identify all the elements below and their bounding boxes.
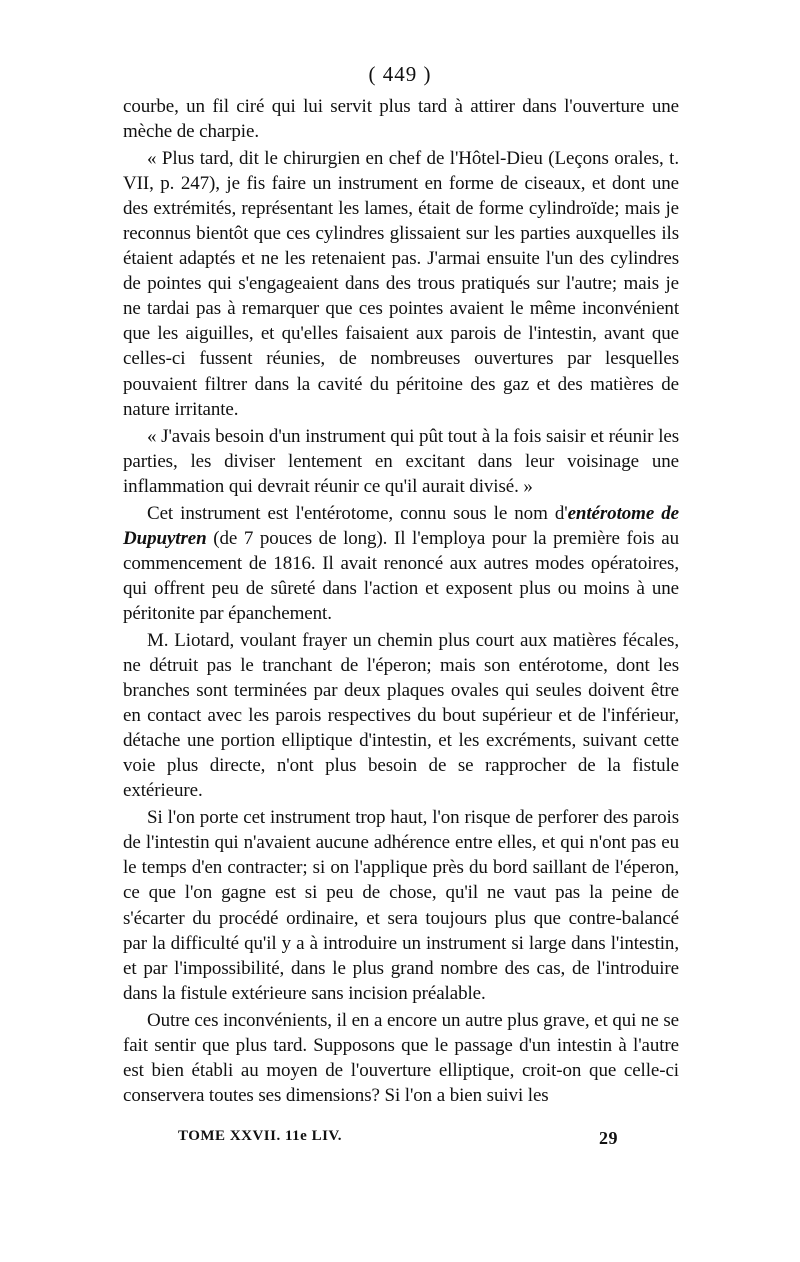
paragraph: Si l'on porte cet instrument trop haut, l'on risque de perforer des parois de l'intestin qui n'avaient aucune adhérence entre elles, et qui n'ont pas eu le temps d'en contracter; si on l'applique près du bord saillant de l'éperon, ce que l'on gagne est si peu de chose, qu'il ne vaut pas la peine de s'écarter du procédé ordinaire, et sera toujours plus que contre-balancé par la difficulté qu'il y a à introduire un instrument si large dans l'intestin, et par l'impossibilité, dans le plus grand nombre des cas, de l'introduire dans la fistule extérieure sans incision préalable.	[123, 807, 679, 1004]
paragraph: « J'avais besoin d'un instrument qui pût tout à la fois saisir et réunir les parties, les diviser lentement en excitant dans leur voisinage une inflammation qui devrait réunir ce qu'il aurait divisé. »	[123, 425, 679, 497]
text-run: Cet instrument est l'entérotome, connu sous le nom d'	[147, 502, 568, 524]
signature-number: 29	[599, 1128, 618, 1148]
paragraph: Outre ces inconvénients, il en a encore un autre plus grave, et qui ne se fait sentir que plus tard. Supposons que le passage d'un intestin à l'autre est bien établi au moyen de l'ouverture elliptique, croit-on que celle-ci conservera toutes ses dimensions? Si l'on a bien suivi les	[123, 1009, 679, 1106]
paragraph	[123, 501, 679, 626]
paragraph: M. Liotard, voulant frayer un chemin plus court aux matières fécales, ne détruit pas le tranchant de l'éperon; mais son entérotome, dont les branches sont terminées par deux plaques ovales qui seules doivent être en contact avec les parois respectives du bout supérieur et de l'inférieur, détache une portion elliptique d'intestin, et les excréments, suivant cette voie plus directe, n'ont plus besoin de se rapprocher de la fistule extérieure.	[123, 629, 679, 802]
page-footer	[178, 1128, 618, 1148]
page-number: ( 449 )	[368, 62, 432, 86]
instrument-name-emphasis: entérotome de Dupuytren	[123, 502, 680, 549]
volume-signature: TOME XXVII. 11e LIV.	[178, 1128, 343, 1144]
paragraph: courbe, un fil ciré qui lui servit plus tard à attirer dans l'ouverture une mèche de charpie.	[123, 96, 679, 143]
paragraph: « Plus tard, dit le chirurgien en chef de l'Hôtel-Dieu (Leçons orales, t. VII, p. 247), je fis faire un instrument en forme de ciseaux, et dont une des extrémités, représentant les lames, était de forme cylindroïde; mais je reconnus bientôt que ces cylindres glissaient sur les parties auxquelles ils étaient adaptés et ne les retenaient pas. J'armai ensuite l'un des cylindres de pointes qui s'engageaient dans des trous pratiqués sur l'autre; mais je ne tardai pas à remarquer que ces pointes avaient le même inconvénient que les aiguilles, et qu'elles faisaient aux parois de l'intestin, avant que celles-ci fussent réunies, de nombreuses ouvertures par lesquelles pouvaient filtrer dans la cavité du péritoine des gaz et des matières de nature irritante.	[123, 148, 679, 420]
body-text	[123, 94, 679, 1108]
text-run: (de 7 pouces de long). Il l'employa pour la première fois au commencement de 1816. Il avait renoncé aux autres modes opératoires, qui offrent peu de sûreté dans l'action et exposent plus ou moins à une péritonite par épanchement.	[123, 527, 679, 624]
